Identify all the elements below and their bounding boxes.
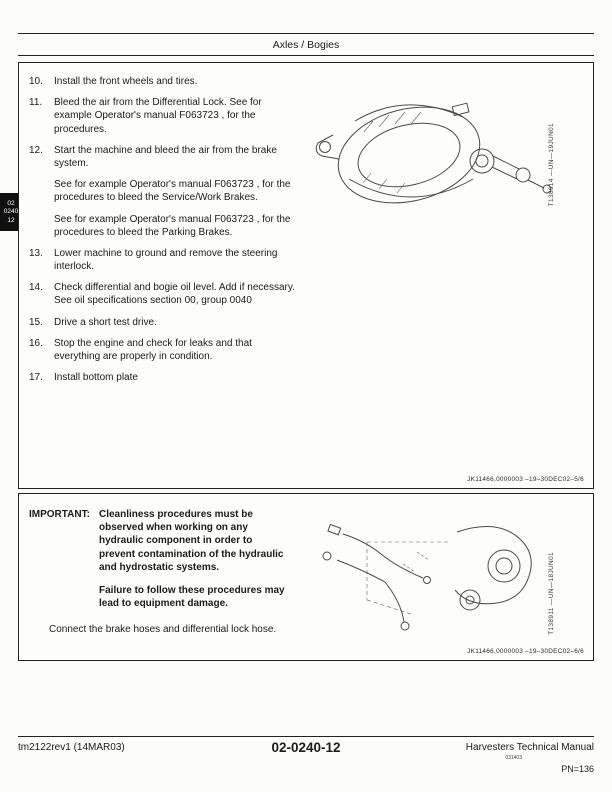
footer-print-code: 031403 xyxy=(505,755,522,761)
step-text: Stop the engine and check for leaks and that everything are properly in condition. xyxy=(54,337,252,362)
step-number: 15. xyxy=(29,316,43,328)
important-label: IMPORTANT: xyxy=(29,509,90,520)
axle-illustration-drawing xyxy=(301,79,553,247)
step-text: Install bottom plate xyxy=(54,372,138,384)
side-tab-line1: 02 xyxy=(7,200,15,208)
body-paragraph: Connect the brake hoses and differential lock hose. xyxy=(49,624,277,636)
page-header-title: Axles / Bogies xyxy=(272,38,340,51)
step-number: 12. xyxy=(29,144,43,156)
step-item xyxy=(29,144,299,239)
step-item xyxy=(29,337,299,363)
figure-id-label: T138914 —UN—19JUN01 xyxy=(548,123,555,207)
step-number: 10. xyxy=(29,76,43,87)
step-text: Check differential and bogie oil level. Add if necessary. See oil specifications section 00, group 0040 xyxy=(54,282,295,307)
step-text: Bleed the air from the Differential Lock. See for example Operator's manual F063723 , for the procedures. xyxy=(54,97,262,135)
important-paragraph-1: Cleanliness procedures must be observed when working on any hydraulic component in order to prevent contamination of the hydraulic and hydrostatic systems. xyxy=(99,509,284,573)
step-number: 14. xyxy=(29,282,43,294)
step-number: 11. xyxy=(29,97,43,109)
page-header xyxy=(18,33,594,56)
footer-page-number: 02-0240-12 xyxy=(271,740,341,755)
axle-illustration xyxy=(301,79,553,247)
step-list xyxy=(29,75,299,384)
step-text: Drive a short test drive. xyxy=(54,316,157,328)
step-number: 16. xyxy=(29,337,43,349)
important-panel xyxy=(18,493,594,661)
footer-document-id: tm2122rev1 (14MAR03) xyxy=(18,742,125,753)
step-number: 17. xyxy=(29,372,43,384)
brake-hose-illustration-drawing xyxy=(307,502,553,650)
step-item xyxy=(29,96,299,136)
side-tab-line2: 0240 xyxy=(3,208,19,216)
step-text: Lower machine to ground and remove the steering interlock. xyxy=(54,247,278,273)
panel-footnote: JK11466,0000003 –19–30DEC02–5/6 xyxy=(467,476,584,483)
important-row xyxy=(29,508,314,574)
side-tab-line3: 12 xyxy=(7,216,15,224)
important-block xyxy=(29,508,314,637)
footer-divider xyxy=(18,736,594,737)
step-sub-paragraph: See for example Operator's manual F063723 , for the procedures to bleed the Service/Work Brakes. xyxy=(54,179,291,204)
step-number: 13. xyxy=(29,247,43,259)
step-item xyxy=(29,316,299,329)
step-text-main: Start the machine and bleed the air from the brake system. xyxy=(54,144,277,169)
step-item xyxy=(29,281,299,307)
footer-pn-number: PN=136 xyxy=(561,764,594,774)
footer-manual-title: Harvesters Technical Manual xyxy=(465,742,594,753)
step-text: Install the front wheels and tires. xyxy=(54,76,198,87)
step-sub-paragraph: See for example Operator's manual F063723 , for the procedures to bleed the Parking Brakes. xyxy=(54,213,291,238)
panel-footnote: JK11466,0000003 –19–30DEC02–6/6 xyxy=(467,648,584,655)
step-item xyxy=(29,75,299,88)
step-item xyxy=(29,247,299,273)
figure-id-label: T138911 —UN—18JUN01 xyxy=(548,552,555,635)
procedure-panel xyxy=(18,62,594,489)
brake-hose-illustration xyxy=(307,502,553,650)
step-item xyxy=(29,371,299,384)
important-paragraph-2: Failure to follow these procedures may lead to equipment damage. xyxy=(99,584,285,610)
step-text xyxy=(54,144,299,239)
